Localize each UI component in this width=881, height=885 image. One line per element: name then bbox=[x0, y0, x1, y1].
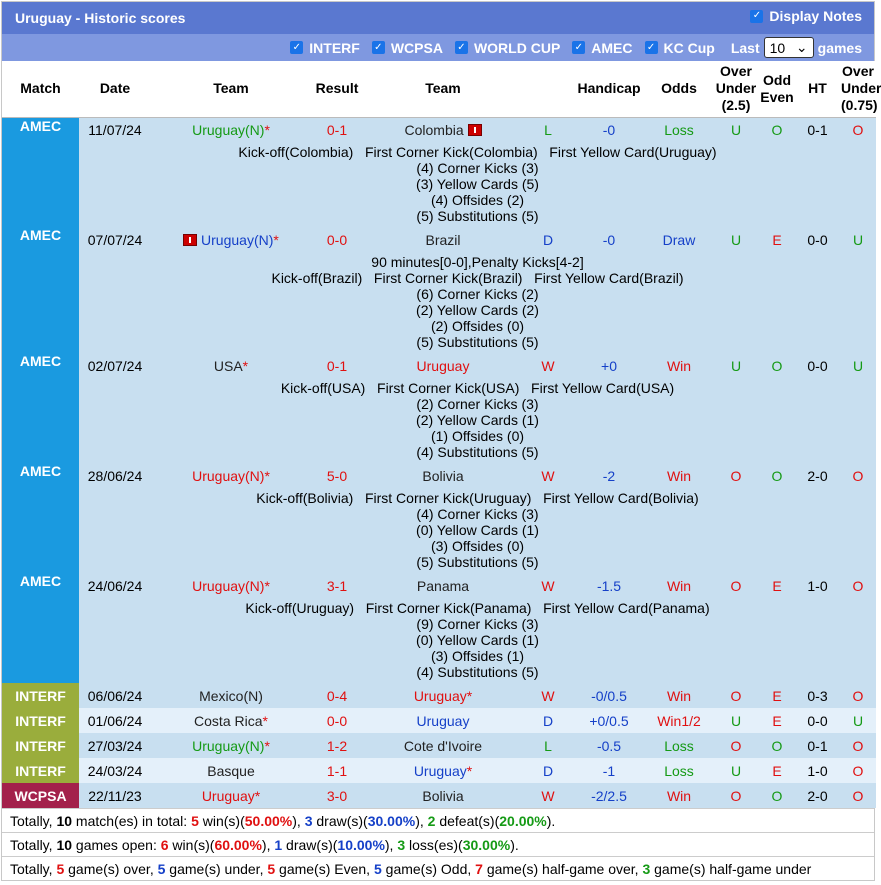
match-note-line: (3) Offsides (0) bbox=[430, 538, 525, 554]
odds-result: Win bbox=[666, 467, 692, 484]
filter-bar bbox=[2, 34, 874, 61]
summary-part: game(s) half-game under bbox=[650, 861, 812, 877]
competition-badge[interactable]: AMEC bbox=[2, 573, 79, 598]
summary-part: 3 bbox=[304, 813, 313, 829]
home-team-cell[interactable] bbox=[151, 227, 311, 252]
half-time-score: 0-0 bbox=[807, 231, 828, 248]
summary-part: 50.00% bbox=[244, 813, 293, 829]
away-team-cell[interactable] bbox=[363, 783, 523, 808]
handicap: +0 bbox=[601, 357, 617, 374]
chevron-down-icon: ⌄ bbox=[795, 39, 808, 55]
odd-even: E bbox=[772, 712, 782, 729]
match-date: 24/03/24 bbox=[87, 762, 143, 779]
summary-part: 1 bbox=[274, 837, 283, 853]
half-time-score: 1-0 bbox=[807, 577, 828, 594]
col-date: Date bbox=[79, 61, 151, 117]
home-team-name[interactable]: Uruguay(N) bbox=[192, 467, 265, 484]
match-note-line: Kick-off(Bolivia) First Corner Kick(Uruguay) First Yellow Card(Bolivia) bbox=[256, 490, 699, 506]
home-team-cell[interactable] bbox=[151, 708, 311, 733]
summary-part: game(s) under, bbox=[165, 861, 268, 877]
away-team-cell[interactable] bbox=[363, 733, 523, 758]
competition-badge[interactable]: INTERF bbox=[2, 683, 79, 708]
odd-even: O bbox=[771, 737, 783, 754]
match-result[interactable]: 0-4 bbox=[326, 687, 348, 704]
match-result[interactable]: 5-0 bbox=[326, 467, 348, 484]
table-row bbox=[2, 683, 876, 708]
table-row bbox=[2, 733, 876, 758]
summary-over-under bbox=[2, 856, 874, 880]
home-team-name[interactable]: Uruguay(N) bbox=[201, 231, 274, 248]
games-label: games bbox=[817, 39, 862, 56]
odds-result: Win bbox=[666, 787, 692, 804]
win-loss: W bbox=[541, 357, 555, 374]
summary-part: 3 bbox=[397, 837, 406, 853]
summary-part: ). bbox=[546, 813, 556, 829]
competition-stripe bbox=[2, 488, 79, 573]
away-team-name[interactable]: Bolivia bbox=[422, 787, 464, 804]
summary-part: draw(s)( bbox=[312, 813, 368, 829]
filter-world-cup[interactable] bbox=[455, 40, 560, 56]
home-star: * bbox=[264, 467, 270, 484]
checkbox-checked-icon[interactable]: ✓ bbox=[290, 41, 303, 54]
home-team-name[interactable]: Costa Rica bbox=[194, 712, 263, 729]
match-note-line: (4) Substitutions (5) bbox=[416, 664, 539, 680]
panel-title: Uruguay - Historic scores bbox=[15, 10, 186, 26]
home-star: * bbox=[264, 121, 270, 138]
filter-label: AMEC bbox=[591, 39, 633, 56]
summary-part: Totally, bbox=[10, 861, 57, 877]
match-note-line: (1) Offsides (0) bbox=[430, 428, 525, 444]
half-time-score: 0-0 bbox=[807, 712, 828, 729]
match-note-line: Kick-off(Uruguay) First Corner Kick(Panama) First Yellow Card(Panama) bbox=[245, 600, 710, 616]
odd-even: O bbox=[771, 787, 783, 804]
over-under: U bbox=[730, 231, 742, 248]
odds-result: Win bbox=[666, 357, 692, 374]
display-notes-label: Display Notes bbox=[769, 8, 862, 24]
panel-header bbox=[2, 2, 874, 34]
over-under: U bbox=[730, 762, 742, 779]
match-notes bbox=[79, 488, 876, 573]
summary-part: game(s) half-game over, bbox=[482, 861, 643, 877]
home-team-cell[interactable] bbox=[151, 573, 311, 598]
home-team-name[interactable]: Uruguay(N) bbox=[192, 737, 265, 754]
over-under-075: O bbox=[852, 121, 864, 138]
match-note-line: (2) Offsides (0) bbox=[430, 318, 525, 334]
competition-stripe bbox=[2, 378, 79, 463]
home-team-cell[interactable] bbox=[151, 783, 311, 808]
summary-part: 10.00% bbox=[337, 837, 385, 853]
col-handicap: Handicap bbox=[573, 61, 645, 117]
red-card-icon bbox=[183, 234, 197, 246]
away-team-cell[interactable] bbox=[363, 708, 523, 733]
match-notes-row bbox=[2, 252, 876, 353]
summary-part: 6 bbox=[160, 837, 169, 853]
match-date: 07/07/24 bbox=[87, 231, 143, 248]
odd-even: E bbox=[772, 577, 782, 594]
odd-even: E bbox=[772, 687, 782, 704]
col-home-team: Team bbox=[151, 61, 311, 117]
table-header-row bbox=[2, 61, 876, 117]
summary-part: 5 bbox=[56, 861, 65, 877]
over-under: O bbox=[730, 787, 742, 804]
competition-badge[interactable]: AMEC bbox=[2, 353, 79, 378]
win-loss: W bbox=[541, 787, 555, 804]
over-under-075: U bbox=[852, 357, 864, 374]
odds-result: Loss bbox=[664, 762, 694, 779]
historic-scores-panel bbox=[1, 1, 881, 881]
match-note-line: (2) Corner Kicks (3) bbox=[416, 396, 539, 412]
summary-part: win(s)( bbox=[198, 813, 245, 829]
over-under-075: O bbox=[852, 577, 864, 594]
last-games-control bbox=[731, 37, 862, 58]
over-under-075: O bbox=[852, 737, 864, 754]
away-team-name[interactable]: Uruguay bbox=[416, 712, 470, 729]
home-team-cell[interactable] bbox=[151, 463, 311, 488]
over-under: O bbox=[730, 577, 742, 594]
checkbox-checked-icon[interactable]: ✓ bbox=[372, 41, 385, 54]
odd-even: E bbox=[772, 231, 782, 248]
handicap: -2/2.5 bbox=[591, 787, 627, 804]
home-team-name[interactable]: USA bbox=[213, 357, 243, 374]
table-row bbox=[2, 708, 876, 733]
away-team-name[interactable]: Uruguay bbox=[413, 762, 467, 779]
table-row bbox=[2, 758, 876, 783]
over-under-075: O bbox=[852, 687, 864, 704]
win-loss: W bbox=[541, 577, 555, 594]
competition-stripe bbox=[2, 252, 79, 353]
summary-part: ), bbox=[415, 813, 428, 829]
over-under: O bbox=[730, 467, 742, 484]
half-time-score: 0-0 bbox=[807, 357, 828, 374]
summary-part: game(s) Odd, bbox=[381, 861, 476, 877]
summary-part: ). bbox=[510, 837, 519, 853]
half-time-score: 2-0 bbox=[807, 787, 828, 804]
summary-games-open bbox=[2, 832, 874, 856]
col-match: Match bbox=[2, 61, 79, 117]
home-team-cell[interactable] bbox=[151, 683, 311, 708]
summary-matches bbox=[2, 808, 874, 832]
handicap: -0 bbox=[602, 121, 616, 138]
away-team-cell[interactable] bbox=[363, 353, 523, 378]
away-team-cell[interactable] bbox=[363, 573, 523, 598]
match-result[interactable]: 1-1 bbox=[326, 762, 348, 779]
odds-result: Draw bbox=[662, 231, 696, 248]
away-team-name[interactable]: Bolivia bbox=[422, 467, 464, 484]
match-note-line: (4) Substitutions (5) bbox=[416, 444, 539, 460]
summary-part: 30.00% bbox=[367, 813, 416, 829]
filter-kc-cup[interactable] bbox=[645, 40, 715, 56]
match-note-line: (4) Corner Kicks (3) bbox=[416, 506, 539, 522]
away-team-cell[interactable] bbox=[363, 117, 523, 142]
home-team-name[interactable]: Uruguay(N) bbox=[192, 577, 265, 594]
summary-part: 60.00% bbox=[214, 837, 262, 853]
summary-part: ), bbox=[292, 813, 305, 829]
half-time-score: 2-0 bbox=[807, 467, 828, 484]
win-loss: L bbox=[544, 737, 552, 754]
col-wl bbox=[523, 61, 573, 117]
home-team-cell[interactable] bbox=[151, 353, 311, 378]
away-team-cell[interactable] bbox=[363, 463, 523, 488]
match-notes bbox=[79, 378, 876, 463]
match-date: 06/06/24 bbox=[87, 687, 143, 704]
filter-interf[interactable] bbox=[290, 40, 360, 56]
match-note-line: (2) Yellow Cards (2) bbox=[416, 302, 539, 318]
match-notes-row bbox=[2, 488, 876, 573]
win-loss: D bbox=[542, 762, 554, 779]
col-odd-even: Odd Even bbox=[759, 61, 795, 117]
summary-part: Totally, bbox=[10, 837, 57, 853]
match-result[interactable]: 3-1 bbox=[326, 577, 348, 594]
checkbox-checked-icon[interactable]: ✓ bbox=[750, 10, 763, 23]
away-team-name[interactable]: Cote d'Ivoire bbox=[403, 737, 483, 754]
odds-result: Win bbox=[666, 687, 692, 704]
summary-part: ), bbox=[384, 837, 398, 853]
odds-result: Loss bbox=[664, 737, 694, 754]
match-result[interactable]: 0-1 bbox=[326, 121, 348, 138]
over-under: U bbox=[730, 357, 742, 374]
win-loss: L bbox=[544, 121, 552, 138]
competition-stripe bbox=[2, 598, 79, 683]
away-team-cell[interactable] bbox=[363, 227, 523, 252]
filter-label: INTERF bbox=[309, 39, 360, 56]
over-under: U bbox=[730, 712, 742, 729]
home-team-cell[interactable] bbox=[151, 733, 311, 758]
match-date: 11/07/24 bbox=[88, 121, 142, 138]
handicap: -0.5 bbox=[596, 737, 622, 754]
odds-result: Win1/2 bbox=[657, 712, 701, 729]
match-notes bbox=[79, 252, 876, 353]
summary-part: game(s) Even, bbox=[275, 861, 374, 877]
match-result[interactable]: 0-1 bbox=[326, 357, 348, 374]
over-under-075: O bbox=[852, 787, 864, 804]
home-team-name[interactable]: Uruguay(N) bbox=[192, 121, 265, 138]
half-time-score: 1-0 bbox=[807, 762, 828, 779]
over-under-075: U bbox=[852, 231, 864, 248]
home-star: * bbox=[264, 737, 270, 754]
competition-badge[interactable]: AMEC bbox=[2, 227, 79, 252]
match-date: 28/06/24 bbox=[87, 467, 143, 484]
away-star: * bbox=[466, 762, 473, 779]
summary-part: 20.00% bbox=[499, 813, 547, 829]
match-result[interactable]: 0-0 bbox=[326, 712, 348, 729]
col-over-under-075: Over Under (0.75) bbox=[840, 61, 876, 117]
competition-stripe bbox=[2, 142, 79, 227]
summary-part: 5 bbox=[267, 861, 276, 877]
away-team-cell[interactable] bbox=[363, 683, 523, 708]
display-notes-toggle[interactable] bbox=[750, 8, 862, 24]
match-note-line: (4) Offsides (2) bbox=[430, 192, 525, 208]
odd-even: O bbox=[771, 121, 783, 138]
match-notes bbox=[79, 142, 876, 227]
half-time-score: 0-1 bbox=[807, 121, 828, 138]
summary-part: match(es) in total: bbox=[72, 813, 192, 829]
match-date: 01/06/24 bbox=[87, 712, 143, 729]
win-loss: W bbox=[541, 467, 555, 484]
col-result: Result bbox=[311, 61, 363, 117]
summary-part: 10 bbox=[56, 813, 73, 829]
checkbox-checked-icon[interactable]: ✓ bbox=[455, 41, 468, 54]
handicap: -1 bbox=[602, 762, 616, 779]
summary-part: 5 bbox=[157, 861, 166, 877]
match-note-line: (2) Yellow Cards (1) bbox=[416, 412, 539, 428]
filter-amec[interactable] bbox=[572, 40, 632, 56]
summary-part: defeat(s)( bbox=[435, 813, 500, 829]
odd-even: E bbox=[772, 762, 782, 779]
odds-result: Loss bbox=[664, 121, 694, 138]
match-date: 02/07/24 bbox=[87, 357, 143, 374]
filter-label: WCPSA bbox=[390, 39, 443, 56]
match-note-line: (4) Corner Kicks (3) bbox=[416, 160, 539, 176]
home-team-name[interactable]: Basque bbox=[207, 762, 255, 779]
handicap: -2 bbox=[602, 467, 616, 484]
match-note-line: (3) Yellow Cards (5) bbox=[416, 176, 539, 192]
over-under: U bbox=[730, 121, 742, 138]
match-note-line: (5) Substitutions (5) bbox=[416, 554, 539, 570]
home-star: * bbox=[242, 357, 249, 374]
last-games-select[interactable] bbox=[764, 37, 814, 58]
match-date: 24/06/24 bbox=[87, 577, 143, 594]
home-star: * bbox=[273, 231, 279, 248]
home-team-name[interactable]: Uruguay bbox=[201, 787, 255, 804]
competition-badge[interactable]: AMEC bbox=[2, 117, 79, 142]
col-away-team: Team bbox=[363, 61, 523, 117]
table-row bbox=[2, 117, 876, 142]
match-result[interactable]: 1-2 bbox=[326, 737, 348, 754]
competition-badge[interactable]: AMEC bbox=[2, 463, 79, 488]
match-note-line: (9) Corner Kicks (3) bbox=[416, 616, 539, 632]
handicap: -0 bbox=[602, 231, 616, 248]
away-team-name[interactable]: Panama bbox=[416, 577, 470, 594]
col-odds: Odds bbox=[645, 61, 713, 117]
match-result[interactable]: 3-0 bbox=[326, 787, 348, 804]
summary-part: 30.00% bbox=[462, 837, 511, 853]
away-star: * bbox=[466, 687, 473, 704]
over-under: O bbox=[730, 737, 742, 754]
away-team-name[interactable]: Brazil bbox=[425, 231, 461, 248]
handicap: -1.5 bbox=[596, 577, 622, 594]
odds-result: Win bbox=[666, 577, 692, 594]
competition-badge[interactable]: INTERF bbox=[2, 733, 79, 758]
summary-part: Totally, bbox=[10, 813, 57, 829]
win-loss: W bbox=[541, 687, 555, 704]
last-label: Last bbox=[730, 39, 760, 56]
competition-badge[interactable]: WCPSA bbox=[2, 783, 79, 808]
handicap: +0/0.5 bbox=[589, 712, 629, 729]
half-time-score: 0-3 bbox=[807, 687, 828, 704]
table-row bbox=[2, 573, 876, 598]
over-under-075: O bbox=[852, 762, 864, 779]
home-star: * bbox=[254, 787, 261, 804]
match-note-line: (0) Yellow Cards (1) bbox=[416, 522, 539, 538]
match-result[interactable]: 0-0 bbox=[326, 231, 348, 248]
summary-part: games open: bbox=[72, 837, 161, 853]
summary-part: 3 bbox=[642, 861, 651, 877]
away-team-cell[interactable] bbox=[363, 758, 523, 783]
over-under-075: U bbox=[852, 712, 864, 729]
col-over-under: Over Under (2.5) bbox=[713, 61, 759, 117]
filter-label: WORLD CUP bbox=[473, 39, 561, 56]
match-note-line: Kick-off(Colombia) First Corner Kick(Colombia) First Yellow Card(Uruguay) bbox=[238, 144, 717, 160]
odd-even: O bbox=[771, 467, 783, 484]
table-row bbox=[2, 463, 876, 488]
last-games-value: 10 bbox=[769, 39, 786, 56]
table-row bbox=[2, 227, 876, 252]
home-team-name[interactable]: Mexico(N) bbox=[199, 687, 263, 704]
match-notes-row bbox=[2, 142, 876, 227]
summary-part: loss(es)( bbox=[405, 837, 463, 853]
match-note-line: (5) Substitutions (5) bbox=[416, 208, 539, 224]
summary-part: 10 bbox=[56, 837, 73, 853]
match-note-line: Kick-off(USA) First Corner Kick(USA) First Yellow Card(USA) bbox=[280, 380, 675, 396]
col-ht: HT bbox=[795, 61, 840, 117]
over-under-075: O bbox=[852, 467, 864, 484]
competition-badge[interactable]: INTERF bbox=[2, 758, 79, 783]
match-note-line: (6) Corner Kicks (2) bbox=[416, 286, 539, 302]
match-note-line: 90 minutes[0-0],Penalty Kicks[4-2] bbox=[371, 254, 584, 270]
home-star: * bbox=[262, 712, 268, 729]
match-note-line: Kick-off(Brazil) First Corner Kick(Brazil) First Yellow Card(Brazil) bbox=[271, 270, 684, 286]
over-under: O bbox=[730, 687, 742, 704]
red-card-icon bbox=[468, 124, 482, 136]
checkbox-checked-icon[interactable]: ✓ bbox=[645, 41, 658, 54]
summary-part: win(s)( bbox=[168, 837, 215, 853]
away-team-name[interactable]: Colombia bbox=[404, 121, 464, 138]
summary-part: ), bbox=[261, 837, 275, 853]
away-team-name[interactable]: Uruguay bbox=[413, 687, 467, 704]
summary-part: 7 bbox=[475, 861, 483, 877]
scores-table bbox=[2, 61, 881, 808]
home-team-cell[interactable] bbox=[151, 758, 311, 783]
summary-part: draw(s)( bbox=[282, 837, 338, 853]
match-notes-row bbox=[2, 378, 876, 463]
match-date: 22/11/23 bbox=[88, 787, 142, 804]
win-loss: D bbox=[542, 231, 554, 248]
checkbox-checked-icon[interactable]: ✓ bbox=[572, 41, 585, 54]
competition-badge[interactable]: INTERF bbox=[2, 708, 79, 733]
table-row bbox=[2, 783, 876, 808]
match-notes bbox=[79, 598, 876, 683]
handicap: -0/0.5 bbox=[591, 687, 627, 704]
table-row bbox=[2, 353, 876, 378]
match-date: 27/03/24 bbox=[87, 737, 143, 754]
match-note-line: (5) Substitutions (5) bbox=[416, 334, 539, 350]
summary-part: 5 bbox=[191, 813, 199, 829]
match-note-line: (0) Yellow Cards (1) bbox=[416, 632, 539, 648]
match-notes-row bbox=[2, 598, 876, 683]
summary-part: 5 bbox=[373, 861, 382, 877]
match-note-line: (3) Offsides (1) bbox=[430, 648, 525, 664]
filter-wcpsa[interactable] bbox=[372, 40, 443, 56]
summary-part: game(s) over, bbox=[64, 861, 158, 877]
home-star: * bbox=[264, 577, 270, 594]
filter-label: KC Cup bbox=[663, 39, 715, 56]
summary-part: 2 bbox=[427, 813, 436, 829]
odd-even: O bbox=[771, 357, 783, 374]
win-loss: D bbox=[542, 712, 554, 729]
half-time-score: 0-1 bbox=[807, 737, 828, 754]
home-team-cell[interactable] bbox=[151, 117, 311, 142]
away-team-name[interactable]: Uruguay bbox=[416, 357, 470, 374]
